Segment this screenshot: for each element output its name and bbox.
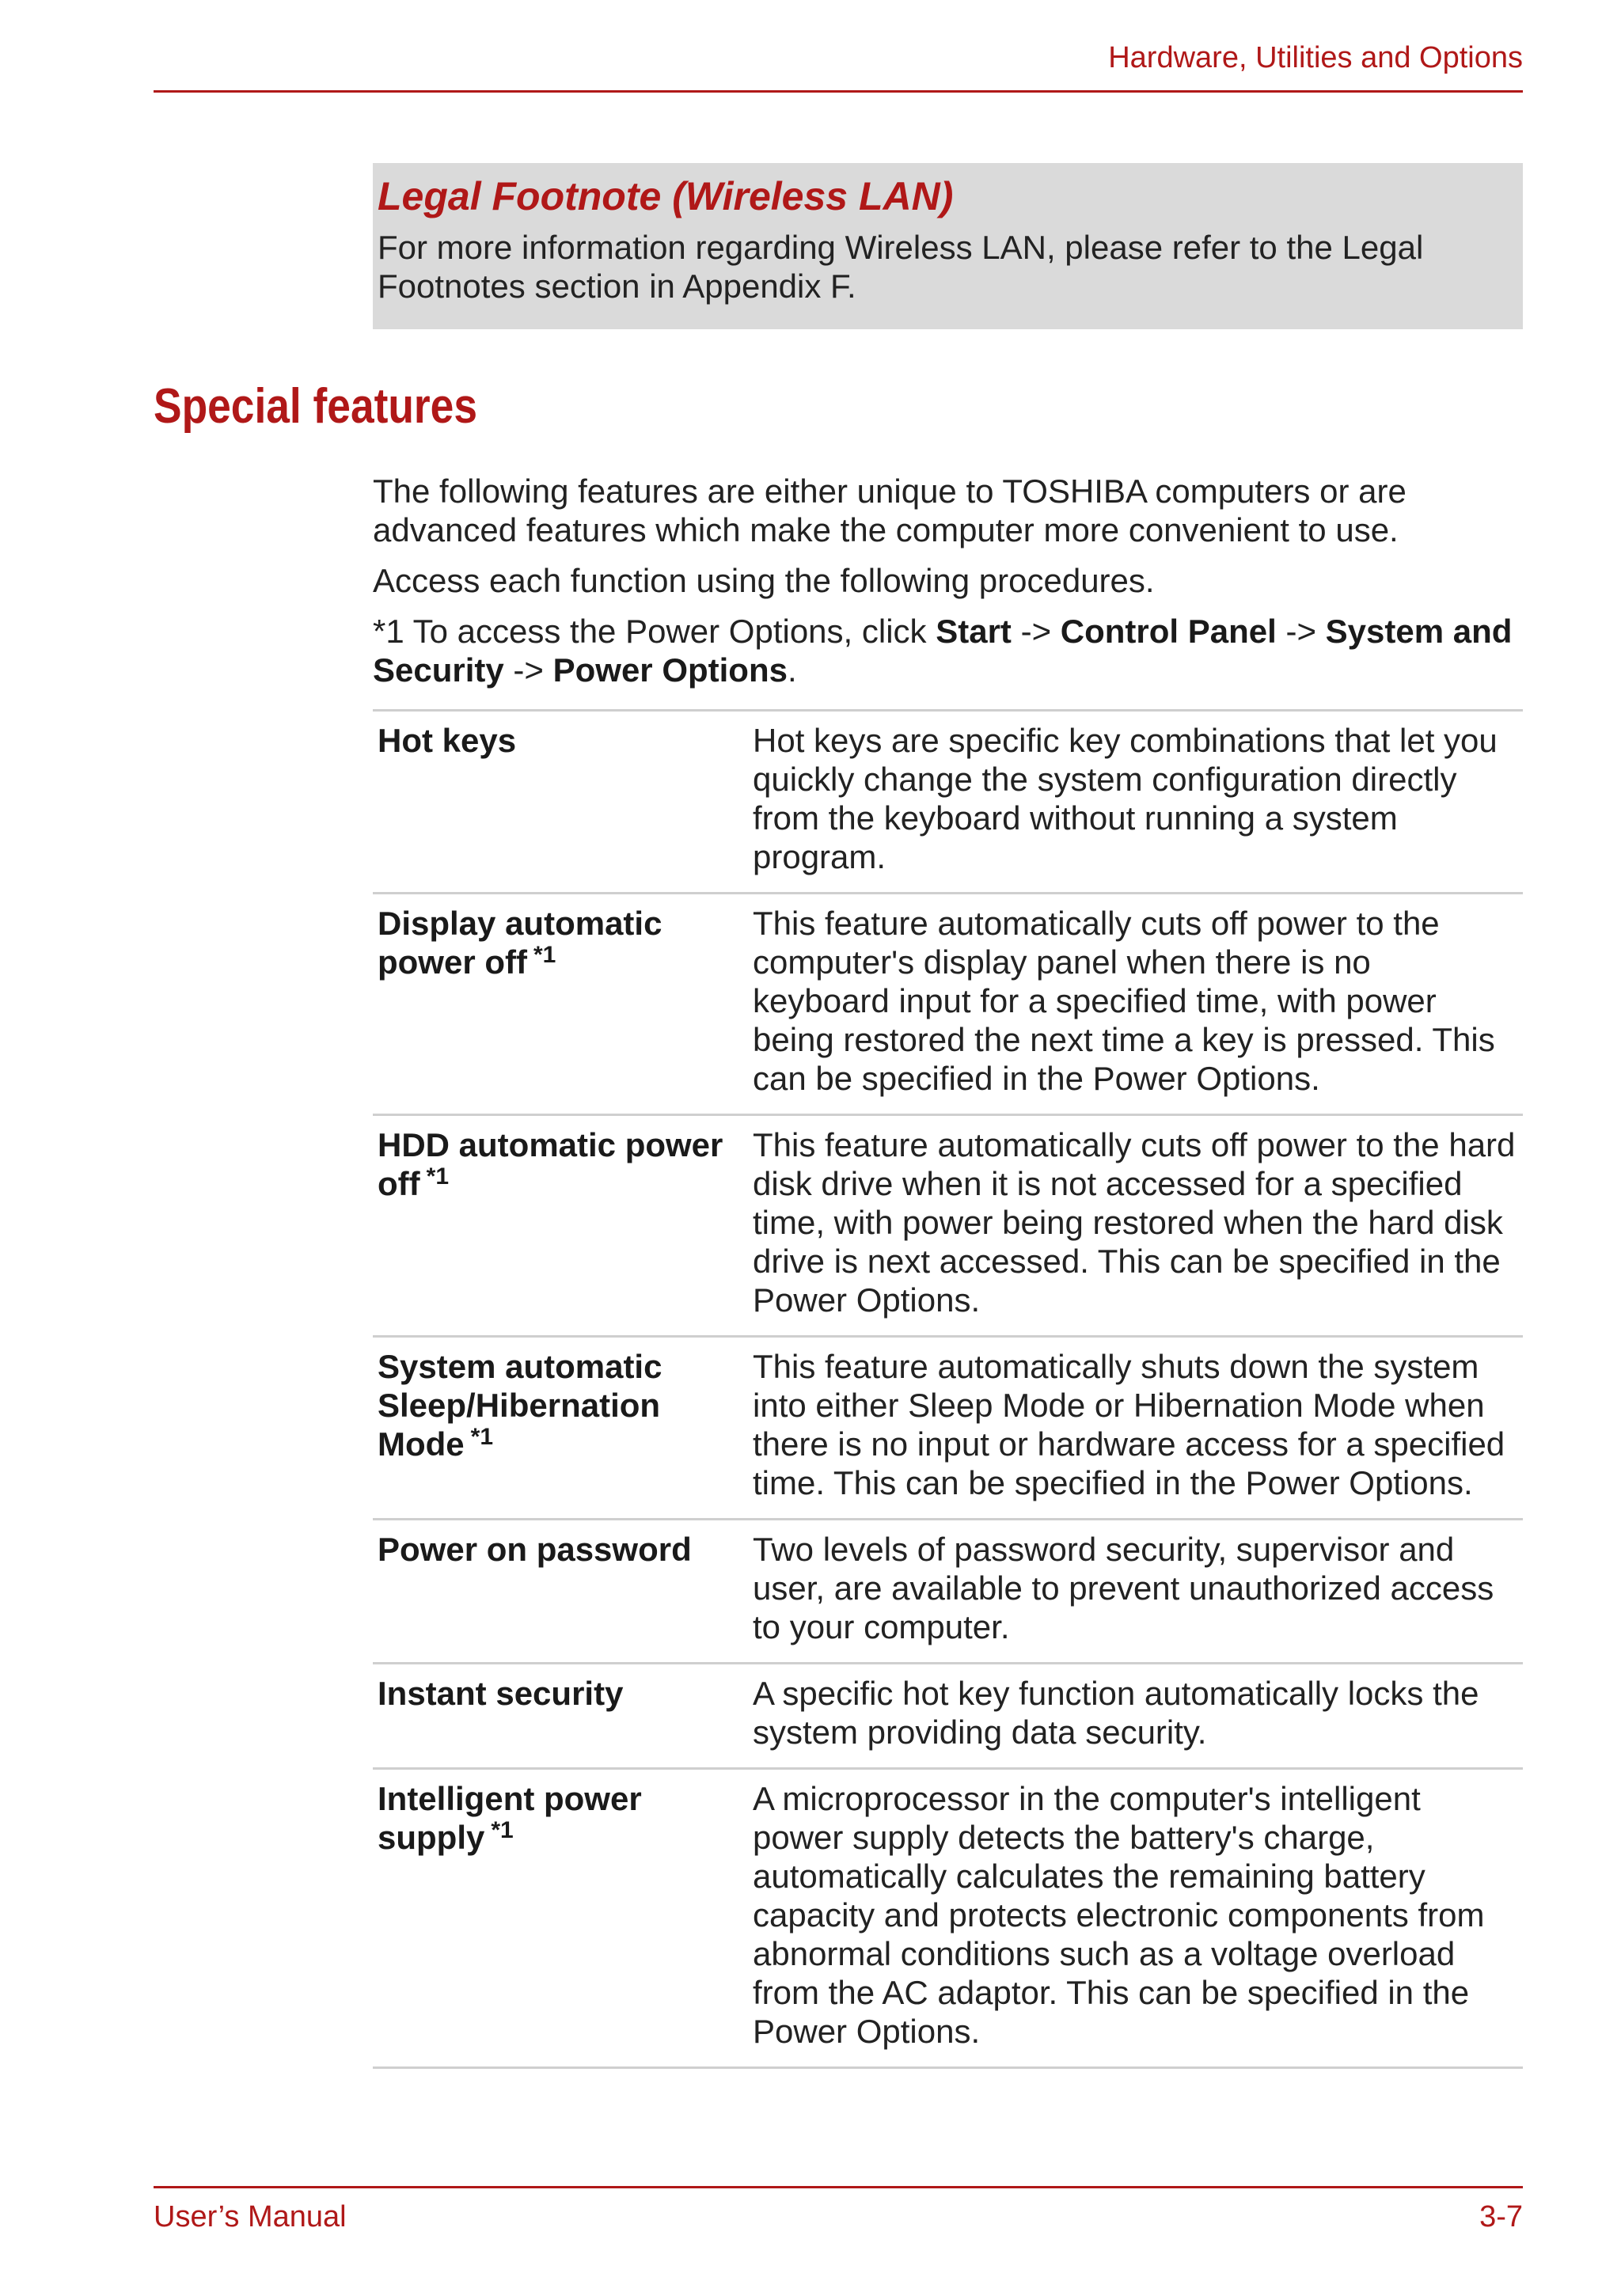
system-security-ref: System and Security: [373, 613, 1513, 689]
feature-term-label: HDD automatic power off: [378, 1126, 723, 1202]
feature-term: [373, 904, 753, 1098]
start-menu-ref: Start: [936, 613, 1012, 650]
feature-description: A specific hot key function automatically locks the system providing data security.: [753, 1675, 1479, 1751]
feature-term-label: Display automatic power off: [378, 905, 662, 981]
header-divider: [154, 90, 1523, 93]
feature-description: A microprocessor in the computer's intelligent power supply detects the battery's charge, automatically calculates the remaining battery capacity and protects electronic components from abnormal conditions such as a voltage overload from the AC adaptor. This can be specified in the Power Options.: [753, 1780, 1485, 2050]
path-arrow: ->: [1011, 613, 1061, 650]
footer-manual-title: User’s Manual: [154, 2200, 347, 2233]
intro-paragraph-2: Access each function using the following procedures.: [373, 562, 1155, 599]
intro-paragraph-1: The following features are either unique to TOSHIBA computers or are advanced features which make the computer more convenient to use.: [373, 472, 1407, 548]
feature-term-label: Power on password: [378, 1531, 692, 1568]
footnote-marker: *1: [470, 1424, 494, 1450]
feature-description: This feature automatically cuts off power to the computer's display panel when there is no keyboard input for a specified time, with power being restored the next time a key is pressed. This can be specified in the Power Options.: [753, 905, 1495, 1097]
page-number: 3-7: [1479, 2200, 1523, 2233]
feature-description: Two levels of password security, supervisor and user, are available to prevent unauthorized access to your computer.: [753, 1531, 1494, 1645]
sentence-end: .: [787, 651, 797, 689]
control-panel-ref: Control Panel: [1060, 613, 1277, 650]
feature-term-label: Instant security: [378, 1675, 624, 1712]
feature-row: [373, 1116, 1523, 1338]
path-arrow: ->: [503, 651, 553, 689]
features-table: [373, 709, 1523, 2069]
legal-footnote-title: Legal Footnote (Wireless LAN): [378, 174, 954, 218]
footnote-marker: *1: [491, 1817, 514, 1843]
footer-divider: [154, 2186, 1523, 2188]
feature-row: [373, 1770, 1523, 2069]
feature-description: This feature automatically shuts down the system into either Sleep Mode or Hibernation Mode when there is no input or hardware access for a specified time. This can be specified in the Power Options.: [753, 1348, 1505, 1501]
intro-paragraph-3: [373, 612, 1523, 689]
legal-footnote-box: [373, 163, 1523, 329]
section-title: Special features: [154, 379, 477, 434]
running-header: Hardware, Utilities and Options: [1108, 41, 1523, 74]
feature-term: [373, 1125, 753, 1319]
legal-footnote-text: For more information regarding Wireless LAN, please refer to the Legal Footnotes section in Appendix F.: [378, 229, 1424, 305]
feature-row: [373, 894, 1523, 1116]
feature-row: [373, 1338, 1523, 1520]
footnote-ref-text: *1 To access the Power Options, click: [373, 613, 936, 650]
power-options-ref: Power Options: [552, 651, 788, 689]
feature-term: [373, 721, 753, 876]
path-arrow: ->: [1276, 613, 1326, 650]
feature-row: [373, 1664, 1523, 1770]
feature-term: [373, 1347, 753, 1502]
feature-description: This feature automatically cuts off power to the hard disk drive when it is not accessed for a specified time, with power being restored when the hard disk drive is next accessed. This can be specified in the Power Options.: [753, 1126, 1516, 1319]
feature-term-label: Intelligent power supply: [378, 1780, 642, 1856]
feature-description: Hot keys are specific key combinations that let you quickly change the system configuration directly from the keyboard without running a system program.: [753, 722, 1498, 875]
footnote-marker: *1: [533, 942, 556, 968]
intro-text: [373, 472, 1523, 701]
feature-term: [373, 1779, 753, 2051]
feature-term-label: System automatic Sleep/Hibernation Mode: [378, 1348, 662, 1463]
feature-row: [373, 712, 1523, 894]
feature-row: [373, 1520, 1523, 1664]
feature-term: [373, 1530, 753, 1646]
feature-term: [373, 1674, 753, 1751]
footnote-marker: *1: [426, 1163, 449, 1190]
feature-term-label: Hot keys: [378, 722, 517, 759]
